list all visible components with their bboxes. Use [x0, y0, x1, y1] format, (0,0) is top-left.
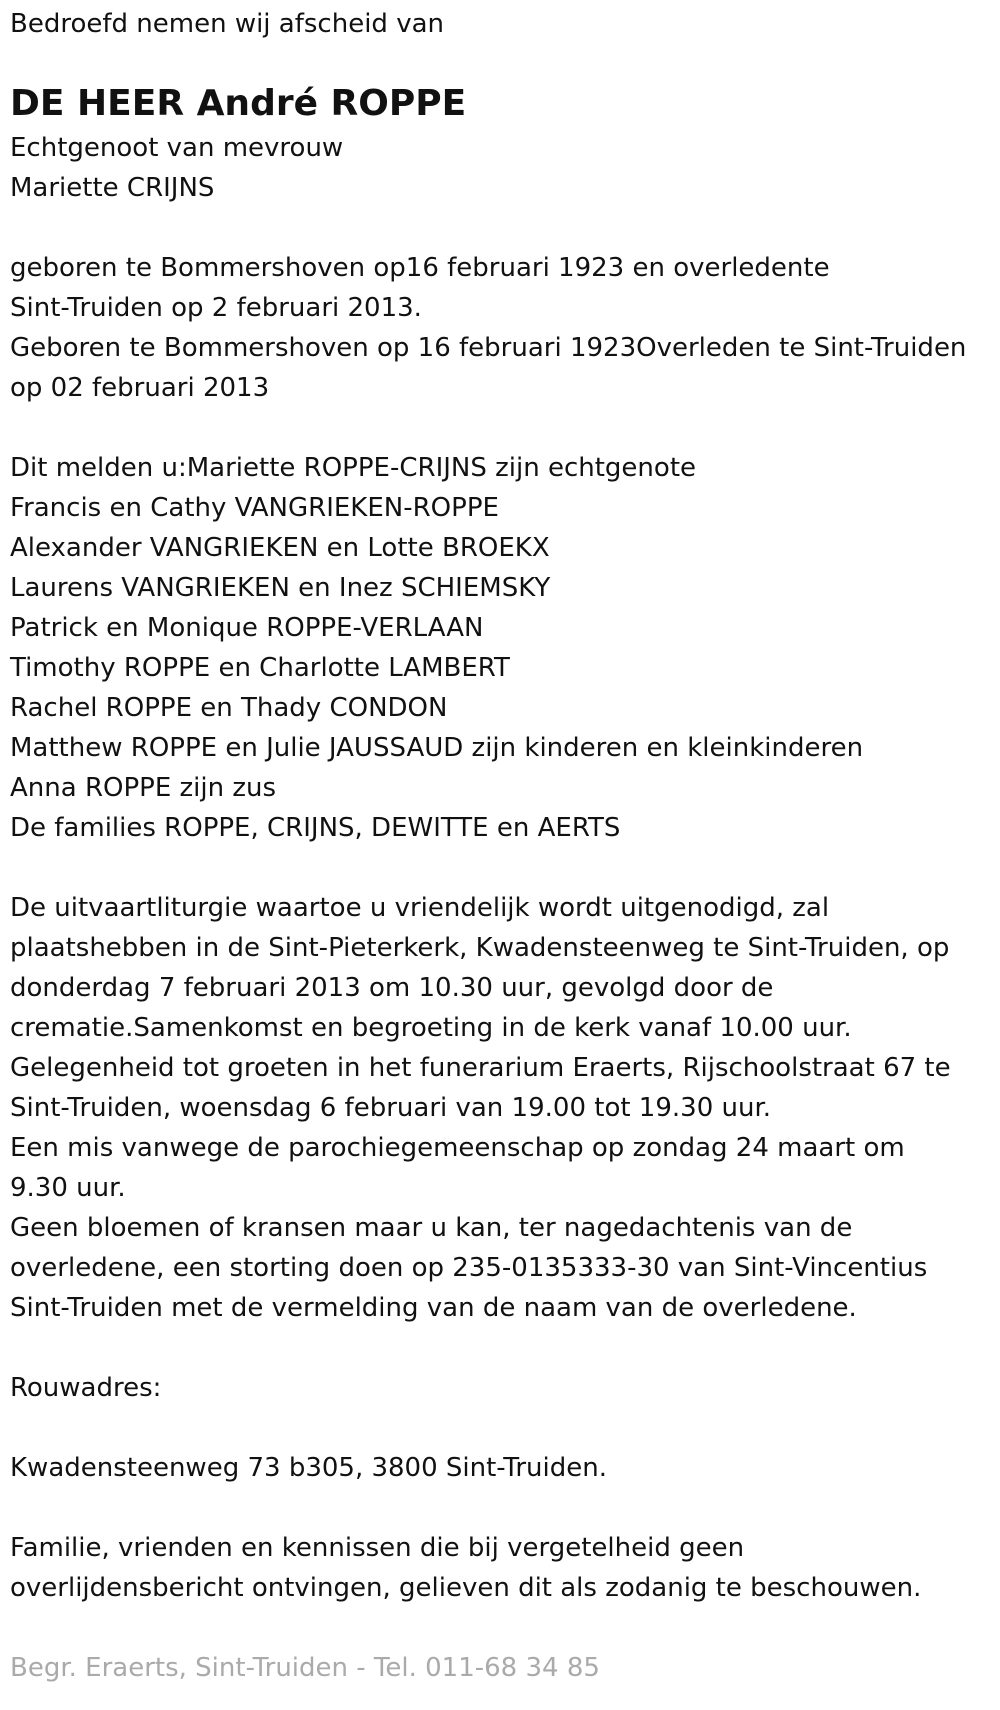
obituary-notice — [10, 0, 990, 1688]
birth-death-line: Sint-Truiden op 2 februari 2013. — [10, 293, 422, 323]
ceremony-line: Gelegenheid tot groeten in het funerarium Eraerts, Rijschoolstraat 67 te — [10, 1053, 951, 1083]
family-line: Anna ROPPE zijn zus — [10, 773, 277, 803]
birth-death-line: Geboren te Bommershoven op 16 februari 1923Overleden te Sint-Truiden — [10, 333, 967, 363]
family-line: Dit melden u:Mariette ROPPE-CRIJNS zijn echtgenote — [10, 453, 697, 483]
ceremony-line: De uitvaartliturgie waartoe u vriendelijk wordt uitgenodigd, zal — [10, 893, 830, 923]
ceremony-line: overledene, een storting doen op 235-0135333-30 van Sint-Vincentius — [10, 1253, 928, 1283]
birth-death-line: geboren te Bommershoven op16 februari 1923 en overledente — [10, 253, 830, 283]
family-block — [10, 448, 990, 848]
ceremony-line: Geen bloemen of kransen maar u kan, ter nagedachtenis van de — [10, 1213, 853, 1243]
deceased-name: DE HEER André ROPPE — [10, 83, 467, 124]
address-label: Rouwadres: — [10, 1373, 162, 1403]
notice-line: overlijdensbericht ontvingen, gelieven dit als zodanig te beschouwen. — [10, 1573, 922, 1603]
family-line: Matthew ROPPE en Julie JAUSSAUD zijn kinderen en kleinkinderen — [10, 733, 864, 763]
family-line: Laurens VANGRIEKEN en Inez SCHIEMSKY — [10, 573, 551, 603]
family-line: Rachel ROPPE en Thady CONDON — [10, 693, 448, 723]
notice-block — [10, 1528, 990, 1608]
ceremony-line: 9.30 uur. — [10, 1173, 126, 1203]
ceremony-line: crematie.Samenkomst en begroeting in de kerk vanaf 10.00 uur. — [10, 1013, 852, 1043]
funeral-home-footer: Begr. Eraerts, Sint-Truiden - Tel. 011-68 34 85 — [10, 1653, 600, 1683]
family-line: Timothy ROPPE en Charlotte LAMBERT — [10, 653, 510, 683]
family-line: Francis en Cathy VANGRIEKEN-ROPPE — [10, 493, 499, 523]
ceremony-block — [10, 888, 990, 1328]
family-line: De families ROPPE, CRIJNS, DEWITTE en AERTS — [10, 813, 621, 843]
ceremony-line: Sint-Truiden met de vermelding van de naam van de overledene. — [10, 1293, 857, 1323]
spouse-line: Mariette CRIJNS — [10, 173, 215, 203]
notice-line: Familie, vrienden en kennissen die bij vergetelheid geen — [10, 1533, 745, 1563]
spouse-block — [10, 128, 990, 208]
address-value: Kwadensteenweg 73 b305, 3800 Sint-Truiden. — [10, 1453, 607, 1483]
spouse-line: Echtgenoot van mevrouw — [10, 133, 344, 163]
birth-death-block — [10, 248, 990, 408]
ceremony-line: Sint-Truiden, woensdag 6 februari van 19.00 tot 19.30 uur. — [10, 1093, 772, 1123]
family-line: Alexander VANGRIEKEN en Lotte BROEKX — [10, 533, 550, 563]
ceremony-line: plaatshebben in de Sint-Pieterkerk, Kwadensteenweg te Sint-Truiden, op — [10, 933, 950, 963]
intro-text: Bedroefd nemen wij afscheid van — [10, 9, 444, 39]
ceremony-line: Een mis vanwege de parochiegemeenschap op zondag 24 maart om — [10, 1133, 905, 1163]
birth-death-line: op 02 februari 2013 — [10, 373, 270, 403]
ceremony-line: donderdag 7 februari 2013 om 10.30 uur, gevolgd door de — [10, 973, 774, 1003]
family-line: Patrick en Monique ROPPE-VERLAAN — [10, 613, 484, 643]
